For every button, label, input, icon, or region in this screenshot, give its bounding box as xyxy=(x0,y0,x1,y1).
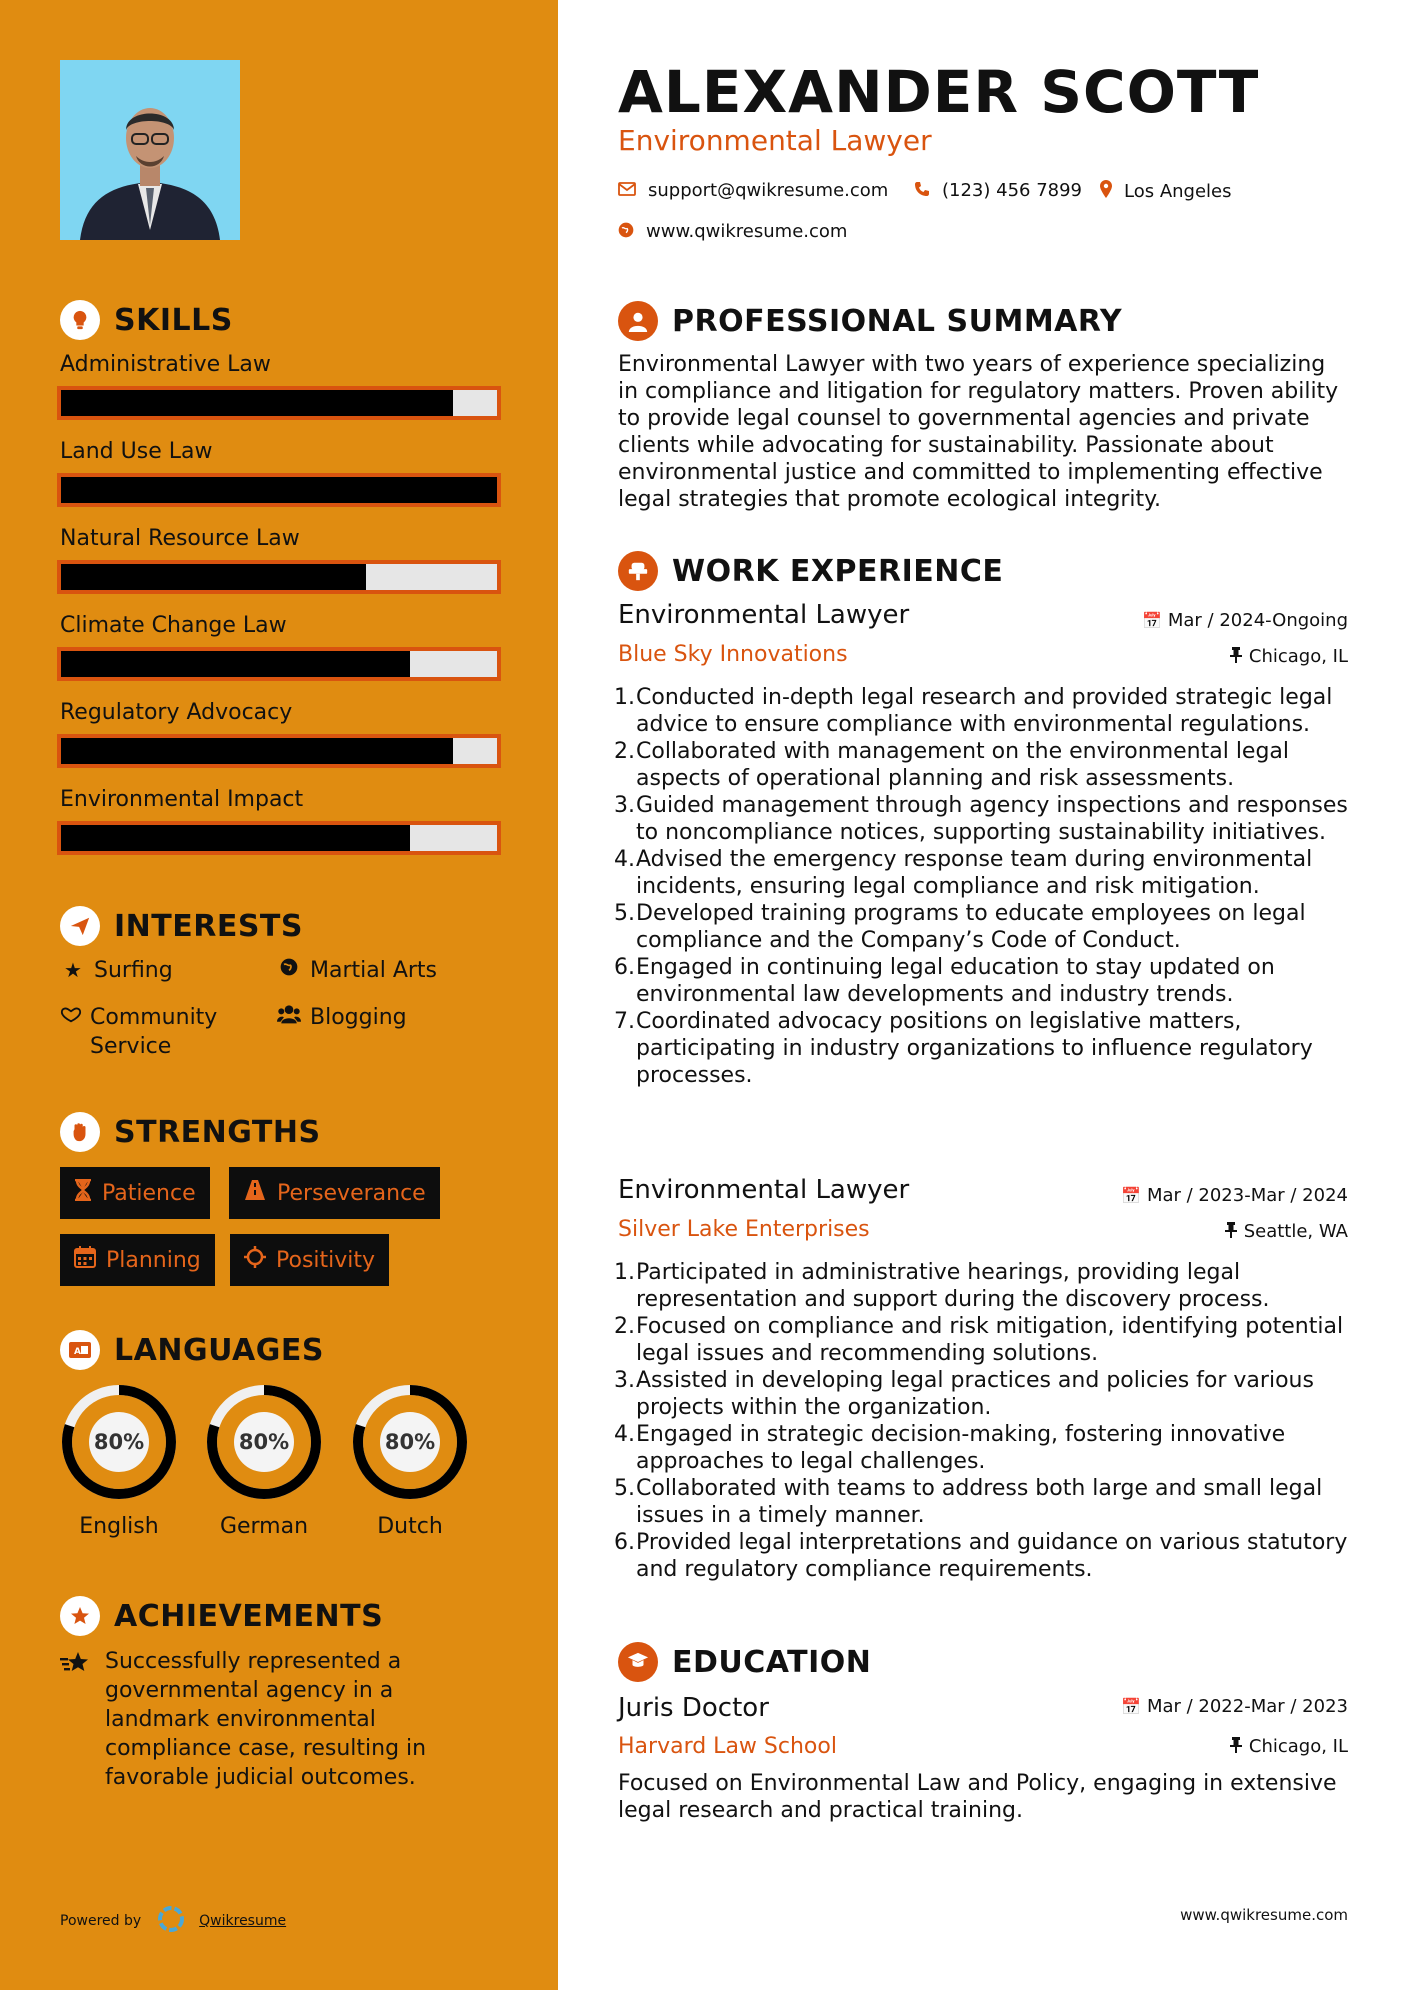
pin-icon xyxy=(1229,1737,1243,1757)
star-achievement-icon xyxy=(60,1651,90,1679)
skill-level-fill xyxy=(61,651,410,677)
skill-level-fill xyxy=(61,477,497,503)
education-dates: 📅 Mar / 2022-Mar / 2023 xyxy=(1121,1696,1348,1717)
strength-badge-patience: Patience xyxy=(60,1167,210,1219)
skill-level-fill xyxy=(61,825,410,851)
language-icon xyxy=(60,1330,100,1370)
calendar-icon: 📅 xyxy=(1141,611,1162,630)
company-name: Silver Lake Enterprises xyxy=(618,1217,870,1242)
pin-icon xyxy=(1229,647,1243,667)
paper-plane-icon xyxy=(60,906,100,946)
graduate-icon xyxy=(618,1642,658,1682)
skill-level-bar xyxy=(57,734,501,768)
skills-title: SKILLS xyxy=(114,302,233,338)
language-name: English xyxy=(79,1514,159,1539)
language-ring xyxy=(57,1380,181,1504)
sidebar xyxy=(0,0,558,1990)
duty-text: Participated in administrative hearings, providing legal representation and support during the discovery process. xyxy=(636,1260,1270,1312)
skills-heading xyxy=(60,300,233,340)
duty-number: 5. xyxy=(614,901,635,926)
degree-title: Juris Doctor xyxy=(618,1693,769,1723)
skill-label: Environmental Impact xyxy=(60,787,304,812)
trophy-star-icon xyxy=(60,1596,100,1636)
duty-item xyxy=(614,1529,1358,1583)
contact-email[interactable]: support@qwikresume.com xyxy=(618,180,888,201)
education-title: EDUCATION xyxy=(672,1644,872,1680)
footer-website[interactable]: www.qwikresume.com xyxy=(1180,1906,1348,1924)
hourglass-icon xyxy=(74,1179,92,1207)
qwikresume-logo-icon xyxy=(157,1905,185,1937)
duty-item xyxy=(614,1475,1358,1529)
skill-level-bar xyxy=(57,560,501,594)
language-name: German xyxy=(219,1514,309,1539)
strength-badge-perseverance: Perseverance xyxy=(229,1167,440,1219)
duty-text: Assisted in developing legal practices and policies for various projects within the organization. xyxy=(636,1368,1314,1420)
duty-text: Focused on compliance and risk mitigation, identifying potential legal issues and recommending solutions. xyxy=(636,1314,1344,1366)
globe-icon xyxy=(618,222,634,242)
duty-number: 7. xyxy=(614,1009,635,1034)
globe-icon xyxy=(276,956,302,985)
envelope-icon xyxy=(618,181,636,200)
calendar-icon xyxy=(74,1246,96,1274)
duty-text: Conducted in-depth legal research and provided strategic legal advice to ensure compliance with environmental regulations. xyxy=(636,685,1333,737)
language-ring xyxy=(202,1380,326,1504)
experience-title: WORK EXPERIENCE xyxy=(672,553,1004,589)
duty-item xyxy=(614,1313,1358,1367)
duty-item xyxy=(614,1259,1358,1313)
candidate-role: Environmental Lawyer xyxy=(618,124,932,157)
skill-level-bar xyxy=(57,647,501,681)
duty-number: 3. xyxy=(614,1368,635,1393)
briefcase-icon xyxy=(618,551,658,591)
skill-label: Regulatory Advocacy xyxy=(60,700,293,725)
duty-text: Coordinated advocacy positions on legislative matters, participating in industry organizations to influence regulatory processes. xyxy=(636,1009,1313,1088)
sun-icon xyxy=(244,1246,266,1274)
star-icon: ★ xyxy=(64,958,82,982)
duty-number: 6. xyxy=(614,1530,635,1555)
duty-item xyxy=(614,1367,1358,1421)
strength-badge-planning: Planning xyxy=(60,1234,215,1286)
education-text: Focused on Environmental Law and Policy, engaging in extensive legal research and practical training. xyxy=(618,1771,1337,1823)
job-location: Chicago, IL xyxy=(1229,646,1348,667)
powered-by: Powered by Qwikresume xyxy=(60,1905,286,1937)
summary-text: Environmental Lawyer with two years of experience specializing in compliance and litigation for regulatory matters. Proven ability to provide legal counsel to governmental agencies and private clients while advocating for sustainability. Passionate about environmental justice and committed to implementing effective legal strategies that promote ecological integrity. xyxy=(618,352,1339,512)
skill-level-fill xyxy=(61,390,453,416)
duty-number: 4. xyxy=(614,847,635,872)
road-icon xyxy=(243,1180,267,1206)
job-dates: 📅 Mar / 2023-Mar / 2024 xyxy=(1121,1185,1348,1206)
fist-icon xyxy=(60,1112,100,1152)
duty-item xyxy=(614,954,1358,1008)
skill-level-fill xyxy=(61,738,453,764)
duty-item xyxy=(614,846,1358,900)
duty-text: Advised the emergency response team during environmental incidents, ensuring legal compliance and risk mitigation. xyxy=(636,847,1313,899)
users-icon xyxy=(276,1003,302,1032)
job-duties-list xyxy=(614,684,1358,1089)
language-percent: 80% xyxy=(93,1430,145,1454)
duty-item xyxy=(614,1008,1358,1089)
duty-number: 5. xyxy=(614,1476,635,1501)
skill-label: Administrative Law xyxy=(60,352,271,377)
contact-website[interactable]: www.qwikresume.com xyxy=(618,221,847,242)
duty-text: Engaged in continuing legal education to stay updated on environmental law developments and industry trends. xyxy=(636,955,1275,1007)
profile-photo xyxy=(60,60,240,240)
contact-location: Los Angeles xyxy=(1100,180,1232,202)
contact-phone[interactable]: (123) 456 7899 xyxy=(914,180,1082,201)
interest-item-community-service: Community Service xyxy=(60,1003,260,1061)
duty-item xyxy=(614,738,1358,792)
duty-text: Collaborated with teams to address both large and small legal issues in a timely manner. xyxy=(636,1476,1323,1528)
experience-heading xyxy=(618,551,1003,591)
qwikresume-link[interactable]: Qwikresume xyxy=(199,1913,287,1929)
calendar-icon: 📅 xyxy=(1121,1697,1141,1716)
skill-level-fill xyxy=(61,564,366,590)
skill-level-bar xyxy=(57,473,501,507)
candidate-name: ALEXANDER SCOTT xyxy=(618,58,1260,126)
language-name: Dutch xyxy=(377,1514,443,1539)
job-title: Environmental Lawyer xyxy=(618,1175,910,1205)
education-location: Chicago, IL xyxy=(1229,1736,1348,1757)
achievements-title: ACHIEVEMENTS xyxy=(114,1598,384,1634)
skill-level-bar xyxy=(57,821,501,855)
language-ring xyxy=(348,1380,472,1504)
duty-text: Provided legal interpretations and guidance on various statutory and regulatory compliance requirements. xyxy=(636,1530,1348,1582)
duty-number: 4. xyxy=(614,1422,635,1447)
duty-item xyxy=(614,684,1358,738)
school-name: Harvard Law School xyxy=(618,1734,837,1759)
interest-item-martial-arts: Martial Arts xyxy=(276,956,437,985)
duty-item xyxy=(614,792,1358,846)
duty-number: 1. xyxy=(614,685,635,710)
duty-text: Collaborated with management on the environmental legal aspects of operational planning and risk assessments. xyxy=(636,739,1290,791)
duty-number: 3. xyxy=(614,793,635,818)
strengths-title: STRENGTHS xyxy=(114,1114,321,1150)
interest-item-surfing: ★ Surfing xyxy=(60,956,173,985)
interest-item-blogging: Blogging xyxy=(276,1003,407,1032)
education-heading xyxy=(618,1642,871,1682)
language-percent: 80% xyxy=(384,1430,436,1454)
strength-badge-positivity: Positivity xyxy=(230,1234,389,1286)
duty-text: Developed training programs to educate employees on legal compliance and the Company’s Code of Conduct. xyxy=(636,901,1306,953)
language-percent: 80% xyxy=(238,1430,290,1454)
handshake-icon xyxy=(60,1003,82,1032)
duty-number: 6. xyxy=(614,955,635,980)
duty-item xyxy=(614,1421,1358,1475)
skill-label: Land Use Law xyxy=(60,439,213,464)
summary-heading xyxy=(618,301,1122,341)
lightbulb-icon xyxy=(60,300,100,340)
svg-text:A: A xyxy=(74,1347,81,1357)
achievement-text: Successfully represented a governmental agency in a landmark environmental compliance case, resulting in favorable judicial outcomes. xyxy=(105,1649,427,1790)
languages-title: LANGUAGES xyxy=(114,1332,324,1368)
job-duties-list xyxy=(614,1259,1358,1583)
duty-text: Engaged in strategic decision-making, fostering innovative approaches to legal challenges. xyxy=(636,1422,1286,1474)
skill-label: Natural Resource Law xyxy=(60,526,300,551)
duty-number: 2. xyxy=(614,739,635,764)
duty-item xyxy=(614,900,1358,954)
map-pin-icon xyxy=(1100,180,1112,202)
calendar-icon: 📅 xyxy=(1121,1186,1141,1205)
interests-title: INTERESTS xyxy=(114,908,303,944)
summary-title: PROFESSIONAL SUMMARY xyxy=(672,303,1123,339)
strengths-heading xyxy=(60,1112,321,1152)
languages-heading xyxy=(60,1330,324,1370)
skill-label: Climate Change Law xyxy=(60,613,287,638)
duty-text: Guided management through agency inspections and responses to noncompliance notices, supporting sustainability initiatives. xyxy=(636,793,1348,845)
phone-icon xyxy=(914,181,930,201)
achievements-heading xyxy=(60,1596,383,1636)
company-name: Blue Sky Innovations xyxy=(618,642,848,667)
skill-level-bar xyxy=(57,386,501,420)
user-icon xyxy=(618,301,658,341)
interests-heading xyxy=(60,906,303,946)
job-dates: 📅 Mar / 2024-Ongoing xyxy=(1141,610,1348,631)
job-location: Seattle, WA xyxy=(1224,1221,1348,1242)
pin-icon xyxy=(1224,1222,1238,1242)
main-content xyxy=(558,0,1407,1990)
duty-number: 2. xyxy=(614,1314,635,1339)
job-title: Environmental Lawyer xyxy=(618,600,910,630)
duty-number: 1. xyxy=(614,1260,635,1285)
